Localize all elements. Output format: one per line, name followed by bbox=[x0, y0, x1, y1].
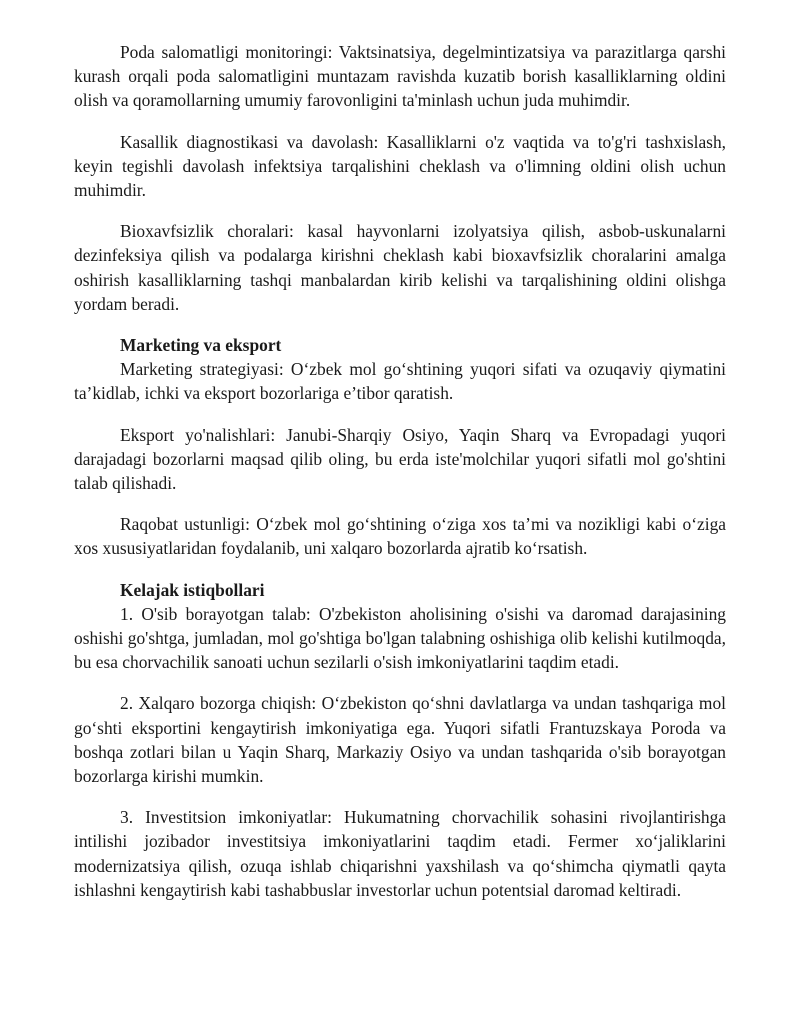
paragraph-competitive-advantage: Raqobat ustunligi: O‘zbek mol go‘shtining o‘ziga xos ta’mi va nozikligi kabi o‘ziga xos xususiyatlaridan foydalanib, uni xalqaro bozorlarda ajratib ko‘rsatish. bbox=[74, 514, 726, 559]
section-heading-marketing: Marketing va eksport bbox=[120, 335, 282, 356]
paragraph-growing-demand: 1. O'sib borayotgan talab: O'zbekiston aholisining o'sishi va daromad darajasining oshishi go'shtga, jumladan, mol go'shtiga bo'lgan talabning oshishiga olib kelishi kutilmoqda, bu esa chorvachilik sanoati uchun sezilarli o'sish imkoniyatlarini taqdim etadi. bbox=[74, 603, 726, 673]
paragraph-marketing-strategy: Marketing strategiyasi: O‘zbek mol go‘shtining yuqori sifati va ozuqaviy qiymatini ta’kidlab, ichki va eksport bozorlariga e’tibor qaratish. bbox=[74, 359, 726, 404]
paragraph-herd-health-monitoring: Poda salomatligi monitoringi: Vaktsinatsiya, degelmintizatsiya va parazitlarga qarshi kurash orqali poda salomatligini muntazam ravishda kuzatib borish kasalliklarning oldini olish va qoramollarning umumiy farovonligini ta'minlash uchun juda muhimdir. bbox=[74, 42, 726, 111]
paragraph-investment-opportunities: 3. Investitsion imkoniyatlar: Hukumatning chorvachilik sohasini rivojlantirishga intilishi jozibador investitsiya imkoniyatlarini taqdim etadi. Fermer xo‘jaliklarini modernizatsiya qilish, ozuqa ishlab chiqarishni yaxshilash va qo‘shimcha qiymatli qayta ishlashni kengaytirish kabi tashabbuslar investorlar uchun potentsial daromad keltiradi. bbox=[74, 807, 726, 900]
paragraph-disease-diagnosis: Kasallik diagnostikasi va davolash: Kasalliklarni o'z vaqtida va to'g'ri tashxislash, keyin tegishli davolash infektsiya tarqalishini cheklash va o'limning oldini olish uchun muhimdir. bbox=[74, 131, 726, 201]
document-page bbox=[74, 40, 726, 902]
paragraph-biosecurity: Bioxavfsizlik choralari: kasal hayvonlarni izolyatsiya qilish, asbob-uskunalarni dezinfeksiya qilish va podalarga kirishni cheklash kabi bioxavfsizlik choralarini amalga oshirish kasalliklarning tashqi manbalardan kirib kelishi va tarqalishining oldini olishga yordam beradi. bbox=[74, 221, 726, 314]
section-heading-future: Kelajak istiqbollari bbox=[120, 579, 265, 600]
paragraph-international-market: 2. Xalqaro bozorga chiqish: O‘zbekiston qo‘shni davlatlarga va undan tashqariga mol go‘shti eksportini kengaytirish imkoniyatiga ega. Yuqori sifatli Frantuzskaya Poroda va boshqa zotlari bilan u Yaqin Sharq, Markaziy Osiyo va undan tashqarida o'sib borayotgan bozorlarga kirishi mumkin. bbox=[74, 693, 726, 787]
paragraph-export-directions: Eksport yo'nalishlari: Janubi-Sharqiy Osiyo, Yaqin Sharq va Evropadagi yuqori darajadagi bozorlarni maqsad qilib oling, bu erda iste'molchilar yuqori sifatli mol go'shtini talab qilishadi. bbox=[74, 424, 726, 494]
